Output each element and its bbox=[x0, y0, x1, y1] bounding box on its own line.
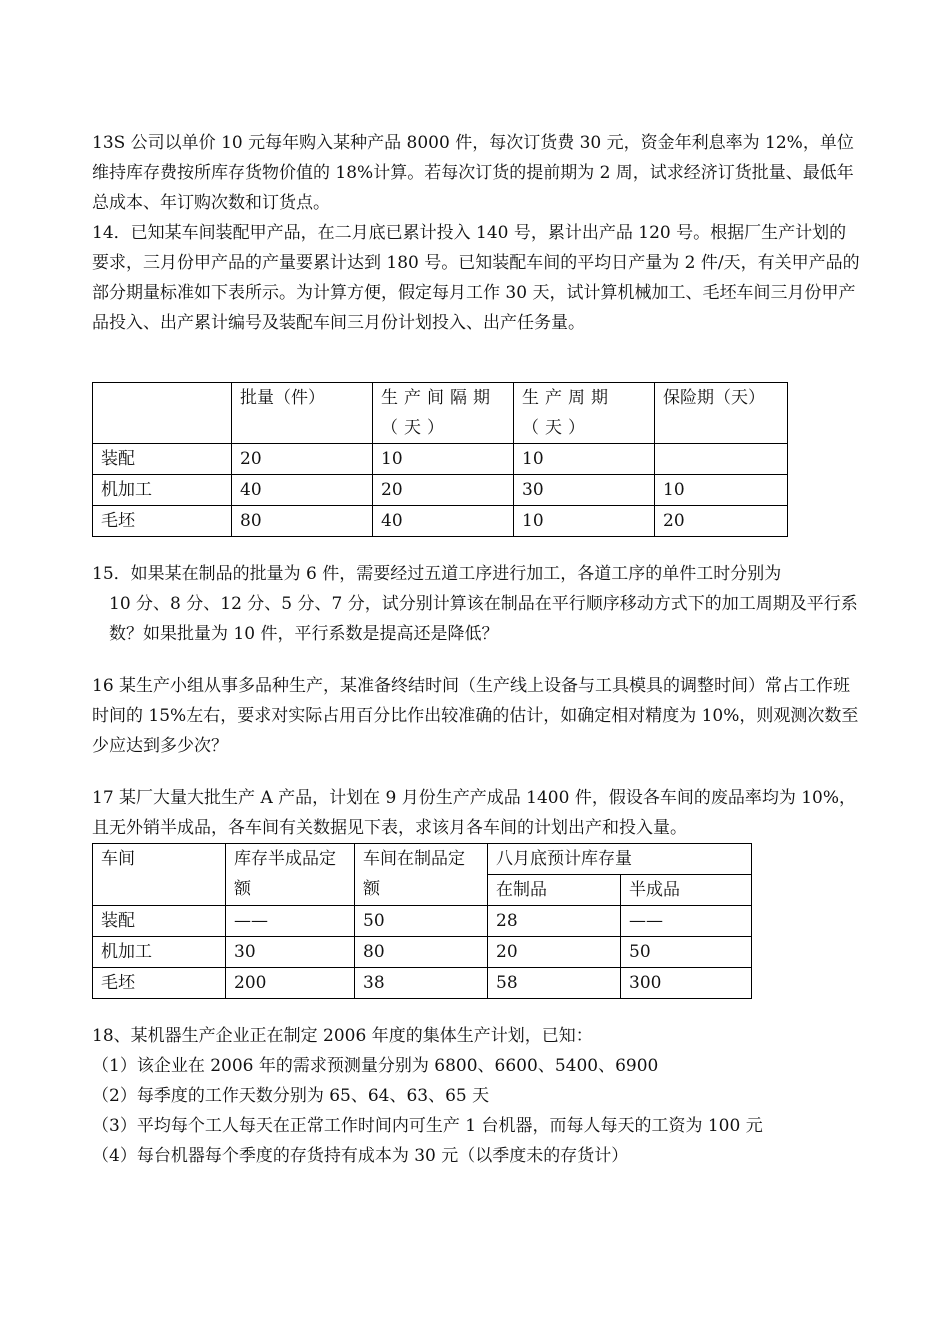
table-cell: 10 bbox=[514, 444, 655, 475]
question-18-intro: 18、某机器生产企业正在制定 2006 年度的集体生产计划，已知： bbox=[92, 1026, 593, 1046]
table-cell: 80 bbox=[355, 937, 488, 968]
table-cell: 毛坯 bbox=[93, 968, 226, 999]
table-header-cell: 保险期（天） bbox=[655, 383, 788, 444]
question-15-line1: 15．如果某在制品的批量为 6 件，需要经过五道工序进行加工，各道工序的单件工时分别为 bbox=[92, 564, 782, 584]
table-header-cell: 车间在制品定额 bbox=[355, 844, 488, 906]
table-cell: 40 bbox=[232, 475, 373, 506]
table-cell: 机加工 bbox=[93, 475, 232, 506]
table-cell: 200 bbox=[226, 968, 355, 999]
table-cell: 50 bbox=[621, 937, 752, 968]
table-cell: 装配 bbox=[93, 444, 232, 475]
question-16: 16 某生产小组从事多品种生产，某准备终结时间（生产线上设备与工具模具的调整时间）常占工作班时间的 15%左右，要求对实际占用百分比作出较准确的估计，如确定相对精度为 10%，则观测次数至少应达到多少次？ bbox=[92, 676, 859, 756]
table-header-row bbox=[93, 383, 788, 444]
table-cell: 80 bbox=[232, 506, 373, 537]
table-header-cell: 库存半成品定额 bbox=[226, 844, 355, 906]
table-header-cell: 在制品 bbox=[488, 875, 621, 906]
table-header-cell: 生产间隔期（天） bbox=[373, 383, 514, 444]
table-row bbox=[93, 968, 752, 999]
table-row bbox=[93, 475, 788, 506]
table-header-cell: 批量（件） bbox=[232, 383, 373, 444]
table-cell: 10 bbox=[514, 506, 655, 537]
table-cell: 30 bbox=[514, 475, 655, 506]
question-18-item: （1）该企业在 2006 年的需求预测量分别为 6800、6600、5400、6900 bbox=[92, 1056, 659, 1076]
table-cell: 10 bbox=[655, 475, 788, 506]
table-cell: 毛坯 bbox=[93, 506, 232, 537]
table-cell: 装配 bbox=[93, 906, 226, 937]
document-page bbox=[92, 128, 862, 1171]
table-header-cell: 车间 bbox=[93, 844, 226, 906]
question-14: 14．已知某车间装配甲产品，在二月底已累计投入 140 号，累计出产品 120 号。根据厂生产计划的要求，三月份甲产品的产量要累计达到 180 号。已知装配车间的平均日产量为 2 件/天，有关甲产品的部分期量标准如下表所示。为计算方便，假定每月工作 30 天，试计算机械加工、毛坯车间三月份甲产品投入、出产累计编号及装配车间三月份计划投入、出产任务量。 bbox=[92, 223, 860, 333]
table-cell: 10 bbox=[373, 444, 514, 475]
table-cell: 20 bbox=[373, 475, 514, 506]
workshop-table bbox=[92, 843, 752, 999]
question-17: 17 某厂大量大批生产 A 产品，计划在 9 月份生产产成品 1400 件，假设各车间的废品率均为 10%，且无外销半成品，各车间有关数据见下表，求该月各车间的计划出产和投入量。 bbox=[92, 788, 857, 838]
table-row bbox=[93, 937, 752, 968]
question-18-item: （3）平均每个工人每天在正常工作时间内可生产 1 台机器，而每人每天的工资为 100 元 bbox=[92, 1116, 763, 1136]
table-header-cell bbox=[93, 383, 232, 444]
table-header-cell: 半成品 bbox=[621, 875, 752, 906]
table-cell: —— bbox=[226, 906, 355, 937]
table-row bbox=[93, 906, 752, 937]
table-cell: 28 bbox=[488, 906, 621, 937]
table-cell: 50 bbox=[355, 906, 488, 937]
table-row bbox=[93, 444, 788, 475]
table-cell: 300 bbox=[621, 968, 752, 999]
table-cell: 20 bbox=[488, 937, 621, 968]
table-cell: 40 bbox=[373, 506, 514, 537]
question-15-line2: 10 分、8 分、12 分、5 分、7 分，试分别计算该在制品在平行顺序移动方式下的加工周期及平行系数？如果批量为 10 件，平行系数是提高还是降低？ bbox=[109, 594, 858, 644]
table-cell: 30 bbox=[226, 937, 355, 968]
table-cell: 机加工 bbox=[93, 937, 226, 968]
table-cell: 20 bbox=[655, 506, 788, 537]
table-header-cell: 八月底预计库存量 bbox=[488, 844, 752, 875]
table-row bbox=[93, 506, 788, 537]
table-header-row bbox=[93, 844, 752, 875]
table-cell: 58 bbox=[488, 968, 621, 999]
question-13: 13S 公司以单价 10 元每年购入某种产品 8000 件，每次订货费 30 元，资金年利息率为 12%，单位维持库存费按所库存货物价值的 18%计算。若每次订货的提前期为 2 周，试求经济订货批量、最低年总成本、年订购次数和订货点。 bbox=[92, 133, 854, 213]
table-cell bbox=[655, 444, 788, 475]
question-18-item: （4）每台机器每个季度的存货持有成本为 30 元（以季度未的存货计） bbox=[92, 1146, 629, 1166]
standards-table bbox=[92, 382, 788, 537]
table-cell: 38 bbox=[355, 968, 488, 999]
table-cell: —— bbox=[621, 906, 752, 937]
question-18-item: （2）每季度的工作天数分别为 65、64、63、65 天 bbox=[92, 1086, 490, 1106]
table-header-cell: 生产周期（天） bbox=[514, 383, 655, 444]
table-cell: 20 bbox=[232, 444, 373, 475]
